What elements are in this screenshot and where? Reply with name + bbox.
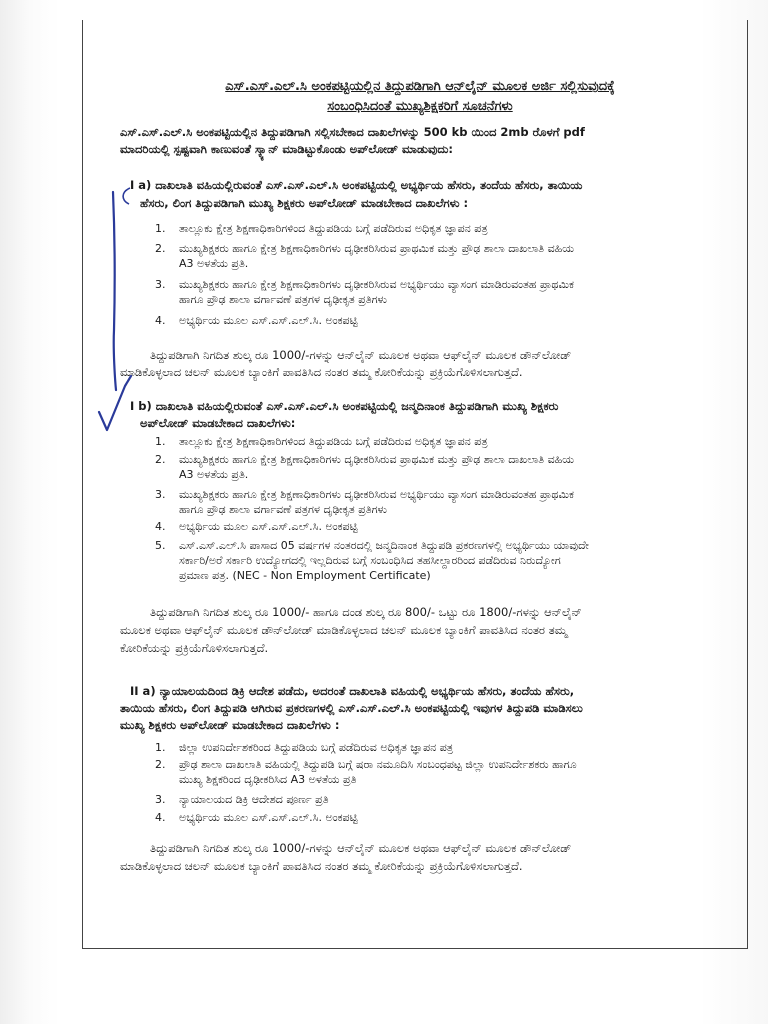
section-2a-heading-line3: ಮುಖ್ಯ ಶಿಕ್ಷಕರು ಅಪ್‌ಲೋಡ್ ಮಾಡಬೇಕಾದ ದಾಖಲೆಗಳು : <box>120 718 340 732</box>
section-1b-heading-line1: I b) ದಾಖಲಾತಿ ವಹಿಯಲ್ಲಿರುವಂತೆ ಎಸ್.ಎಸ್.ಎಲ್.ಸಿ ಅಂಕಪಟ್ಟಿಯಲ್ಲಿ ಜನ್ಮದಿನಾಂಕ ತಿದ್ದುಪಡಿಗಾಗಿ ಮುಖ್ಯ ಶಿಕ್ಷಕರು <box>130 399 559 413</box>
intro-line1: ಎಸ್.ಎಸ್.ಎಲ್.ಸಿ ಅಂಕಪಟ್ಟಿಯಲ್ಲಿನ ತಿದ್ದುಪಡಿಗಾಗಿ ಸಲ್ಲಿಸಬೇಕಾದ ದಾಖಲೆಗಳನ್ನು 500 kb ಯಿಂದ 2mb ರೊಳಗೆ pdf <box>120 125 585 139</box>
pen-bracket <box>123 188 130 204</box>
list-item: 4. ಅಭ್ಯರ್ಥಿಯ ಮೂಲ ಎಸ್.ಎಸ್.ಎಲ್.ಸಿ. ಅಂಕಪಟ್ಟಿ <box>155 314 358 327</box>
list-item: 1. ತಾಲ್ಲೂಕು ಕ್ಷೇತ್ರ ಶಿಕ್ಷಣಾಧಿಕಾರಿಗಳಿಂದ ತಿದ್ದುಪಡಿಯ ಬಗ್ಗೆ ಪಡೆದಿರುವ ಅಧಿಕೃತ ಜ್ಞಾಪನ ಪತ್ರ <box>155 222 488 235</box>
section-1b-fee-line3: ಕೋರಿಕೆಯನ್ನು ಪ್ರಕ್ರಿಯೆಗೊಳಿಸಲಾಗುತ್ತದೆ. <box>120 641 269 655</box>
intro-line2: ಮಾದರಿಯಲ್ಲಿ ಸ್ಪಷ್ಟವಾಗಿ ಕಾಣುವಂತೆ ಸ್ಕ್ಯಾನ್ ಮಾಡಿಟ್ಟುಕೊಂಡು ಅಪ್‌ಲೋಡ್ ಮಾಡುವುದು: <box>120 142 453 156</box>
pen-annotation-marks <box>95 180 145 440</box>
section-1a-fee-line1: ತಿದ್ದುಪಡಿಗಾಗಿ ನಿಗದಿತ ಶುಲ್ಕ ರೂ 1000/-ಗಳನ್ನು ಆನ್‌ಲೈನ್ ಮೂಲಕ ಅಥವಾ ಆಫ್‌ಲೈನ್ ಮೂಲಕ ಡೌನ್‌ಲೋಡ್ <box>150 348 572 362</box>
list-item: 3. ಮುಖ್ಯಶಿಕ್ಷಕರು ಹಾಗೂ ಕ್ಷೇತ್ರ ಶಿಕ್ಷಣಾಧಿಕಾರಿಗಳು ದೃಢೀಕರಿಸಿರುವ ಅಭ್ಯರ್ಥಿಯು ವ್ಯಾಸಂಗ ಮಾಡಿರುವಂತಹ ಪ್ರಾಥಮಿಕ ಹಾಗೂ ಪ್ರೌಢ ಶಾಲಾ ವರ್ಗಾವಣೆ ಪತ್ರಗಳ ದೃಢೀಕೃತ ಪ್ರತಿಗಳು <box>155 278 574 306</box>
section-2a-heading-line2: ತಾಯಿಯ ಹೆಸರು, ಲಿಂಗ ತಿದ್ದುಪಡಿ ಆಗಿರುವ ಪ್ರಕರಣಗಳಲ್ಲಿ ಎಸ್.ಎಸ್.ಎಲ್.ಸಿ ಅಂಕಪಟ್ಟಿಯಲ್ಲಿ ಇವುಗಳ ತಿದ್ದುಪಡಿ ಮಾಡಿಸಲು <box>120 701 583 715</box>
page-title-line1: ಎಸ್.ಎಸ್.ಎಲ್.ಸಿ ಅಂಕಪಟ್ಟಿಯಲ್ಲಿನ ತಿದ್ದುಪಡಿಗಾಗಿ ಆನ್‌ಲೈನ್ ಮೂಲಕ ಅರ್ಜಿ ಸಲ್ಲಿಸುವುದಕ್ಕೆ <box>225 79 615 94</box>
section-2a-fee-line2: ಮಾಡಿಕೊಳ್ಳಲಾದ ಚಲನ್ ಮೂಲಕ ಬ್ಯಾಂಕಿಗೆ ಪಾವತಿಸಿದ ನಂತರ ತಮ್ಮ ಕೋರಿಕೆಯನ್ನು ಪ್ರಕ್ರಿಯೆಗೊಳಿಸಲಾಗುತ್ತದೆ. <box>120 859 523 873</box>
section-1a-fee-line2: ಮಾಡಿಕೊಳ್ಳಲಾದ ಚಲನ್ ಮೂಲಕ ಬ್ಯಾಂಕಿಗೆ ಪಾವತಿಸಿದ ನಂತರ ತಮ್ಮ ಕೋರಿಕೆಯನ್ನು ಪ್ರಕ್ರಿಯೆಗೊಳಿಸಲಾಗುತ್ತದೆ. <box>120 365 523 379</box>
list-item: 1. ತಾಲ್ಲೂಕು ಕ್ಷೇತ್ರ ಶಿಕ್ಷಣಾಧಿಕಾರಿಗಳಿಂದ ತಿದ್ದುಪಡಿಯ ಬಗ್ಗೆ ಪಡೆದಿರುವ ಅಧಿಕೃತ ಜ್ಞಾಪನ ಪತ್ರ <box>155 435 488 448</box>
section-1b-fee-line2: ಮೂಲಕ ಅಥವಾ ಆಫ್‌ಲೈನ್ ಮೂಲಕ ಡೌನ್‌ಲೋಡ್ ಮಾಡಿಕೊಳ್ಳಲಾದ ಚಲನ್ ಮೂಲಕ ಬ್ಯಾಂಕಿಗೆ ಪಾವತಿಸಿದ ನಂತರ ತಮ್ಮ <box>120 623 568 637</box>
section-1b-heading-line2: ಅಪ್‌ಲೋಡ್ ಮಾಡಬೇಕಾದ ದಾಖಲೆಗಳು: <box>140 416 296 430</box>
list-item: 2. ಪ್ರೌಢ ಶಾಲಾ ದಾಖಲಾತಿ ವಹಿಯಲ್ಲಿ ತಿದ್ದುಪಡಿ ಬಗ್ಗೆ ಷರಾ ನಮೂದಿಸಿ ಸಂಬಂಧಪಟ್ಟ ಜಿಲ್ಲಾ ಉಪನಿರ್ದೇಶಕರು ಹಾಗೂ ಮುಖ್ಯ ಶಿಕ್ಷಕರಿಂದ ದೃಢೀಕರಿಸಿದ A3 ಅಳತೆಯ ಪ್ರತಿ <box>155 758 577 786</box>
section-1a-heading-line1: I a) ದಾಖಲಾತಿ ವಹಿಯಲ್ಲಿರುವಂತೆ ಎಸ್.ಎಸ್.ಎಲ್.ಸಿ ಅಂಕಪಟ್ಟಿಯಲ್ಲಿ ಅಭ್ಯರ್ಥಿಯ ಹೆಸರು, ತಂದೆಯ ಹೆಸರು, ತಾಯಿಯ <box>130 178 583 192</box>
list-item: 2. ಮುಖ್ಯಶಿಕ್ಷಕರು ಹಾಗೂ ಕ್ಷೇತ್ರ ಶಿಕ್ಷಣಾಧಿಕಾರಿಗಳು ದೃಢೀಕರಿಸಿರುವ ಪ್ರಾಥಮಿಕ ಮತ್ತು ಪ್ರೌಢ ಶಾಲಾ ದಾಖಲಾತಿ ವಹಿಯ A3 ಅಳತೆಯ ಪ್ರತಿ. <box>155 242 575 270</box>
section-2a-fee-line1: ತಿದ್ದುಪಡಿಗಾಗಿ ನಿಗದಿತ ಶುಲ್ಕ ರೂ 1000/-ಗಳನ್ನು ಆನ್‌ಲೈನ್ ಮೂಲಕ ಅಥವಾ ಆಫ್‌ಲೈನ್ ಮೂಲಕ ಡೌನ್‌ಲೋಡ್ <box>150 841 572 855</box>
section-1a-heading-line2: ಹೆಸರು, ಲಿಂಗ ತಿದ್ದುಪಡಿಗಾಗಿ ಮುಖ್ಯ ಶಿಕ್ಷಕರು ಅಪ್‌ಲೋಡ್ ಮಾಡಬೇಕಾದ ದಾಖಲೆಗಳು : <box>140 196 469 210</box>
list-item: 4. ಅಭ್ಯರ್ಥಿಯ ಮೂಲ ಎಸ್.ಎಸ್.ಎಲ್.ಸಿ. ಅಂಕಪಟ್ಟಿ <box>155 811 358 824</box>
list-item: 2. ಮುಖ್ಯಶಿಕ್ಷಕರು ಹಾಗೂ ಕ್ಷೇತ್ರ ಶಿಕ್ಷಣಾಧಿಕಾರಿಗಳು ದೃಢೀಕರಿಸಿರುವ ಪ್ರಾಥಮಿಕ ಮತ್ತು ಪ್ರೌಢ ಶಾಲಾ ದಾಖಲಾತಿ ವಹಿಯ A3 ಅಳತೆಯ ಪ್ರತಿ. <box>155 453 575 481</box>
section-2a-heading-line1: II a) ನ್ಯಾಯಾಲಯದಿಂದ ಡಿಕ್ರಿ ಆದೇಶ ಪಡೆದು, ಅದರಂತೆ ದಾಖಲಾತಿ ವಹಿಯಲ್ಲಿ ಅಭ್ಯರ್ಥಿಯ ಹೆಸರು, ತಂದೆಯ ಹೆಸರು, <box>130 684 575 698</box>
list-item: 5. ಎಸ್.ಎಸ್.ಎಲ್.ಸಿ ಪಾಸಾದ 05 ವರ್ಷಗಳ ನಂತರದಲ್ಲಿ ಜನ್ಮದಿನಾಂಕ ತಿದ್ದುಪಡಿ ಪ್ರಕರಣಗಳಲ್ಲಿ ಅಭ್ಯರ್ಥಿಯು ಯಾವುದೇ ಸರ್ಕಾರಿ/ಅರೆ ಸರ್ಕಾರಿ ಉದ್ಯೋಗದಲ್ಲಿ ಇಲ್ಲದಿರುವ ಬಗ್ಗೆ ಸಂಬಂಧಿಸಿದ ತಹಸೀಲ್ದಾರರಿಂದ ಪಡೆದಿರುವ ನಿರುದ್ಯೋಗ ಪ್ರಮಾಣ ಪತ್ರ. (NEC - Non Employment Certificate) <box>155 539 589 582</box>
list-item: 3. ನ್ಯಾಯಾಲಯದ ಡಿಕ್ರಿ ಆದೇಶದ ಪೂರ್ಣ ಪ್ರತಿ <box>155 793 329 806</box>
page-title-line2: ಸಂಬಂಧಿಸಿದಂತೆ ಮುಖ್ಯಶಿಕ್ಷಕರಿಗೆ ಸೂಚನೆಗಳು <box>327 99 513 114</box>
list-item: 1. ಜಿಲ್ಲಾ ಉಪನಿರ್ದೇಶಕರಿಂದ ತಿದ್ದುಪಡಿಯ ಬಗ್ಗೆ ಪಡೆದಿರುವ ಅಧಿಕೃತ ಜ್ಞಾಪನ ಪತ್ರ <box>155 741 454 754</box>
pen-margin-line <box>113 192 116 390</box>
section-1b-fee-line1: ತಿದ್ದುಪಡಿಗಾಗಿ ನಿಗದಿತ ಶುಲ್ಕ ರೂ 1000/- ಹಾಗೂ ದಂಡ ಶುಲ್ಕ ರೂ 800/- ಒಟ್ಟು ರೂ 1800/-ಗಳನ್ನು ಆನ್‌ಲೈನ್ <box>150 605 582 619</box>
list-item: 3. ಮುಖ್ಯಶಿಕ್ಷಕರು ಹಾಗೂ ಕ್ಷೇತ್ರ ಶಿಕ್ಷಣಾಧಿಕಾರಿಗಳು ದೃಢೀಕರಿಸಿರುವ ಅಭ್ಯರ್ಥಿಯು ವ್ಯಾಸಂಗ ಮಾಡಿರುವಂತಹ ಪ್ರಾಥಮಿಕ ಹಾಗೂ ಪ್ರೌಢ ಶಾಲಾ ವರ್ಗಾವಣೆ ಪತ್ರಗಳ ದೃಢೀಕೃತ ಪ್ರತಿಗಳು <box>155 488 574 516</box>
list-item: 4. ಅಭ್ಯರ್ಥಿಯ ಮೂಲ ಎಸ್.ಎಸ್.ಎಲ್.ಸಿ. ಅಂಕಪಟ್ಟಿ <box>155 520 358 533</box>
